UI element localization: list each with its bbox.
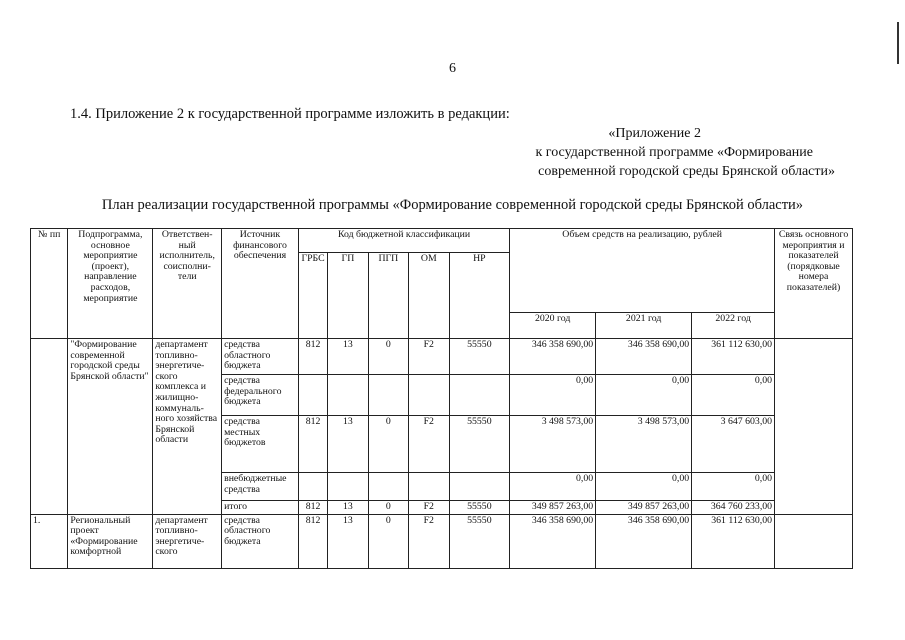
cell-np: 55550 (449, 501, 510, 515)
header-grbs: ГРБС (298, 253, 327, 339)
cell-2021: 0,00 (596, 473, 692, 501)
cell-gp: 13 (328, 501, 368, 515)
header-gp: ГП (328, 253, 368, 339)
header-2022: 2022 год (692, 313, 775, 339)
cell-2022: 364 760 233,00 (692, 501, 775, 515)
group1-num (31, 339, 68, 515)
cell-2020: 346 358 690,00 (510, 514, 596, 568)
cell-pgp (368, 473, 408, 501)
cell-grbs: 812 (298, 514, 327, 568)
appendix-line-3: современной городской среды Брянской области» (538, 164, 835, 179)
group2-responsible: департамент топливно-энергетиче-ского (153, 514, 222, 568)
cell-np (449, 473, 510, 501)
cell-2020: 0,00 (510, 473, 596, 501)
cell-2022: 0,00 (692, 473, 775, 501)
cell-2021: 346 358 690,00 (596, 514, 692, 568)
header-num: № пп (31, 229, 68, 339)
table-row (31, 339, 853, 375)
cell-2021: 349 857 263,00 (596, 501, 692, 515)
cell-2022: 0,00 (692, 375, 775, 416)
group2-link (775, 514, 853, 568)
cell-om (409, 473, 449, 501)
cell-pgp: 0 (368, 339, 408, 375)
group2-num: 1. (31, 514, 68, 568)
header-budget-code: Код бюджетной классификации (298, 229, 509, 253)
cell-np: 55550 (449, 514, 510, 568)
header-volume: Объем средств на реализацию, рублей (510, 229, 775, 313)
row-source: средства областного бюджета (222, 339, 299, 375)
table-row (31, 514, 853, 568)
cell-pgp: 0 (368, 514, 408, 568)
cell-2020: 3 498 573,00 (510, 416, 596, 473)
header-2021: 2021 год (596, 313, 692, 339)
cell-gp: 13 (328, 514, 368, 568)
cell-gp (328, 375, 368, 416)
group1-name: "Формирование современной городской среды Брянской области" (68, 339, 153, 515)
cell-om: F2 (409, 339, 449, 375)
cell-pgp: 0 (368, 501, 408, 515)
row-source: средства местных бюджетов (222, 416, 299, 473)
total-label: итого (222, 501, 299, 515)
cell-om: F2 (409, 501, 449, 515)
intro-text: 1.4. Приложение 2 к государственной программе изложить в редакции: (70, 106, 510, 122)
cell-grbs (298, 473, 327, 501)
header-pgp: ПГП (368, 253, 408, 339)
cell-np (449, 375, 510, 416)
cell-grbs: 812 (298, 501, 327, 515)
cell-pgp: 0 (368, 416, 408, 473)
plan-title: План реализации государственной программы «Формирование современной городской среды Брянской области» (101, 197, 804, 213)
cell-2020: 0,00 (510, 375, 596, 416)
cell-2022: 361 112 630,00 (692, 514, 775, 568)
header-np: НР (449, 253, 510, 339)
cell-2021: 0,00 (596, 375, 692, 416)
header-2020: 2020 год (510, 313, 596, 339)
cell-2021: 346 358 690,00 (596, 339, 692, 375)
group1-responsible: департамент топливно-энергетиче-ского комплекса и жилищно-коммуналь-ного хозяйства Брянской области (153, 339, 222, 515)
cell-2020: 349 857 263,00 (510, 501, 596, 515)
cell-grbs: 812 (298, 416, 327, 473)
cell-2020: 346 358 690,00 (510, 339, 596, 375)
header-link: Связь основного мероприятия и показателей (порядковые номера показателей) (775, 229, 853, 339)
header-om: ОМ (409, 253, 449, 339)
header-subprogram: Подпрограмма, основное мероприятие (проект), направление расходов, мероприятие (68, 229, 153, 339)
group2-name: Региональный проект «Формирование комфортной (68, 514, 153, 568)
scan-edge-mark (897, 22, 899, 64)
cell-2022: 361 112 630,00 (692, 339, 775, 375)
cell-gp: 13 (328, 339, 368, 375)
group1-link (775, 339, 853, 515)
cell-gp (328, 473, 368, 501)
row-source: средства областного бюджета (222, 514, 299, 568)
cell-grbs (298, 375, 327, 416)
cell-pgp (368, 375, 408, 416)
row-source: средства федерального бюджета (222, 375, 299, 416)
header-responsible: Ответствен-ный исполнитель, соисполни-тели (153, 229, 222, 339)
cell-om: F2 (409, 416, 449, 473)
appendix-line-1: «Приложение 2 (608, 126, 701, 141)
header-source: Источник финансового обеспечения (222, 229, 299, 339)
page-number: 6 (449, 61, 456, 76)
appendix-line-2: к государственной программе «Формирование (535, 145, 813, 160)
cell-np: 55550 (449, 339, 510, 375)
cell-om (409, 375, 449, 416)
cell-gp: 13 (328, 416, 368, 473)
cell-2022: 3 647 603,00 (692, 416, 775, 473)
cell-grbs: 812 (298, 339, 327, 375)
plan-table (30, 228, 853, 569)
cell-np: 55550 (449, 416, 510, 473)
cell-om: F2 (409, 514, 449, 568)
row-source: внебюджетные средства (222, 473, 299, 501)
cell-2021: 3 498 573,00 (596, 416, 692, 473)
appendix-heading (536, 124, 836, 181)
